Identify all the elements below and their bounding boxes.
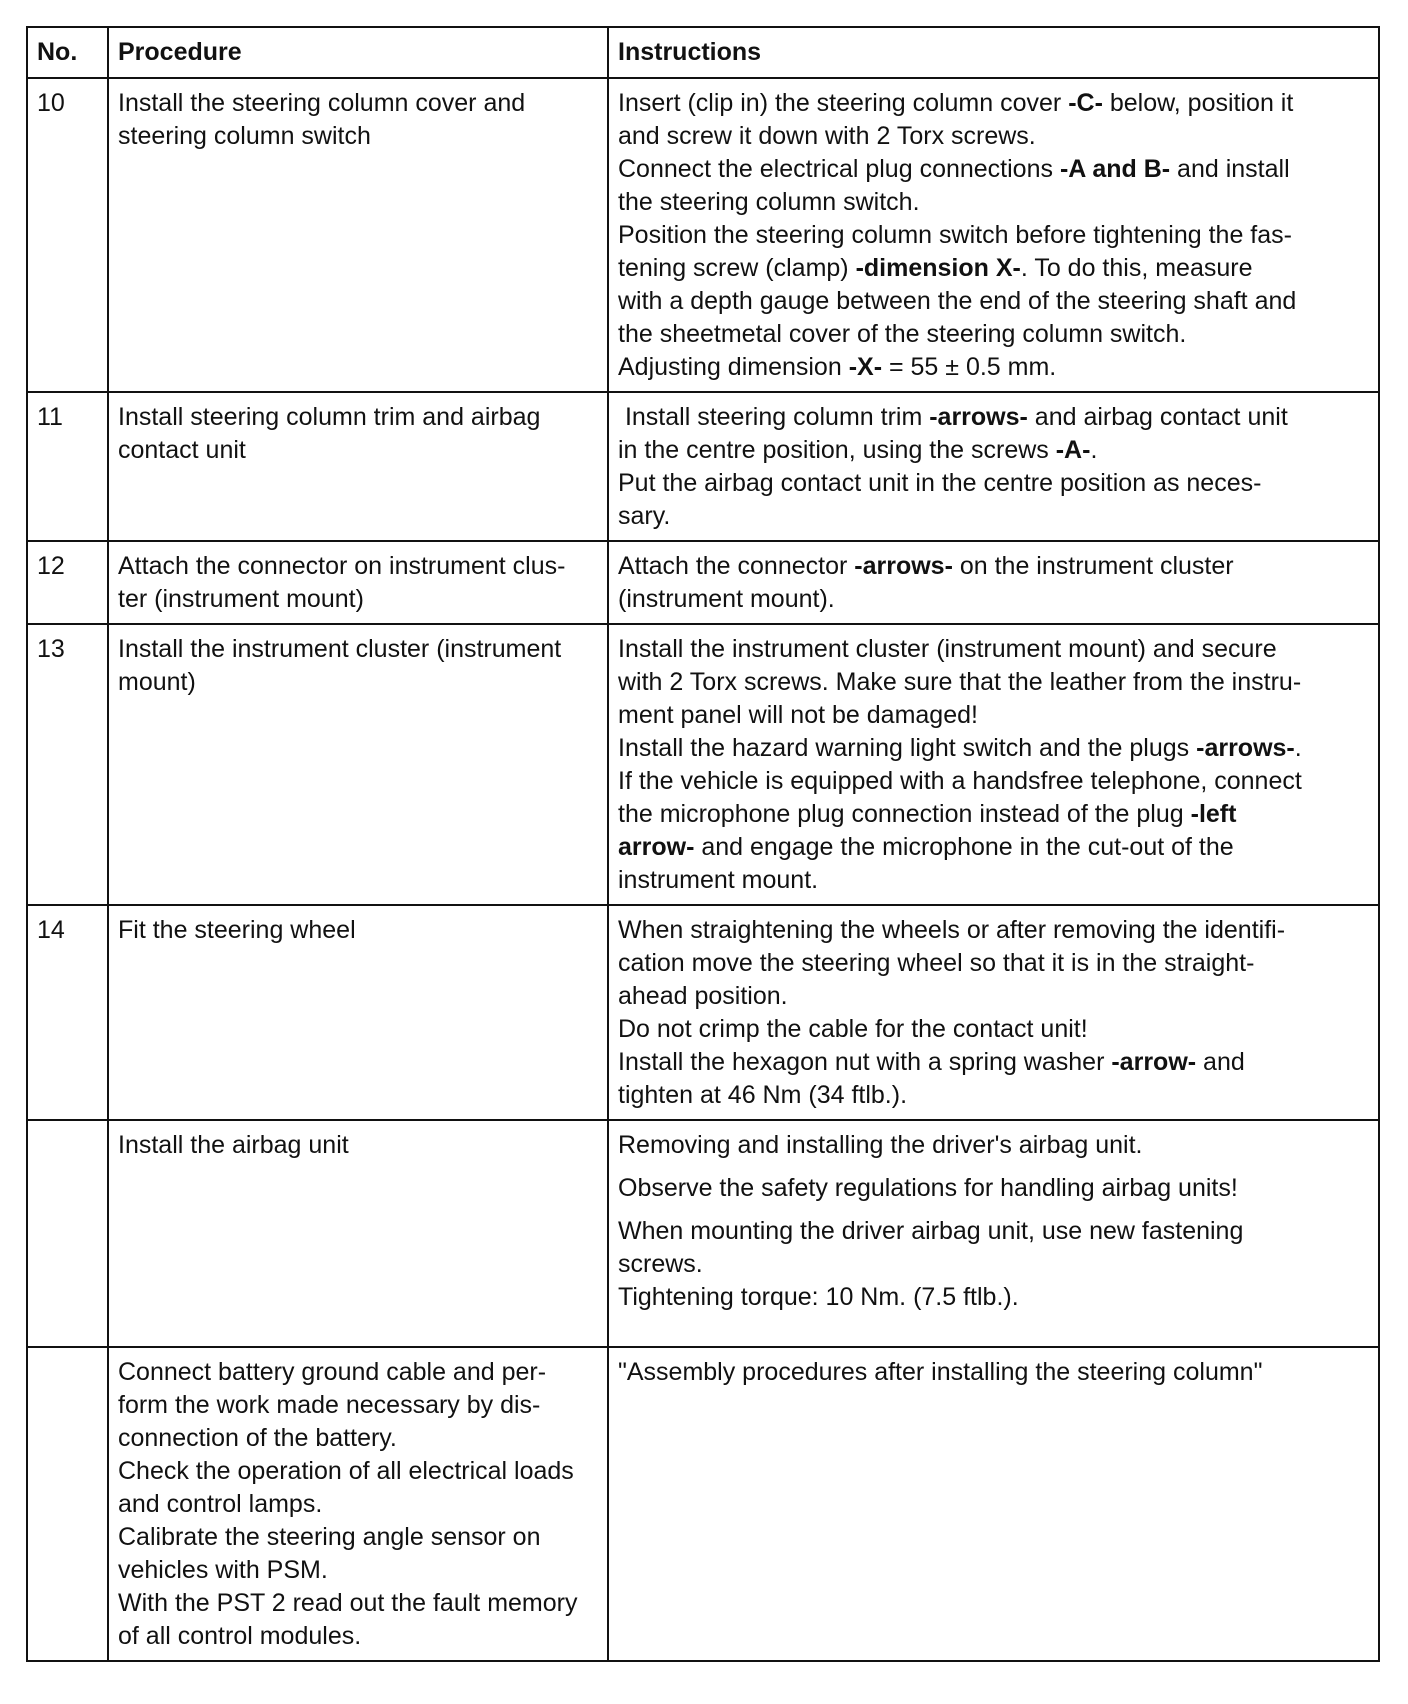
cell-instructions [608,78,1379,392]
procedure-line: Install the steering column cover and [118,89,526,117]
table-row [27,1120,1379,1347]
bold-reference: -dimension X- [855,254,1021,282]
instruction-text: When straightening the wheels or after removing the identifi- [618,916,1286,944]
cell-procedure [108,392,608,541]
instruction-line [618,1172,1369,1205]
instruction-line [618,351,1369,384]
procedure-line: connection of the battery. [118,1424,397,1452]
instruction-line [618,1356,1369,1389]
cell-instructions [608,1120,1379,1347]
instruction-text: on the instrument cluster [952,552,1234,580]
instruction-text: Insert (clip in) the steering column cover [618,89,1069,117]
instruction-line [618,1046,1369,1079]
instruction-line [618,467,1369,500]
table-row [27,1347,1379,1661]
instruction-line [618,1079,1369,1112]
instruction-line [618,831,1369,864]
instruction-text: tening screw (clamp) [618,254,856,282]
table-row [27,78,1379,392]
instruction-text: ahead position. [618,982,788,1010]
cell-procedure [108,1120,608,1347]
cell-instructions [608,905,1379,1120]
instruction-text: and screw it down with 2 Torx screws. [618,122,1036,150]
instruction-text: Install the instrument cluster (instrument mount) and secure [618,635,1277,663]
instruction-text: Removing and installing the driver's airbag unit. [618,1131,1143,1159]
instruction-text: Connect the electrical plug connections [618,155,1060,183]
procedure-line: Check the operation of all electrical loads [118,1457,574,1485]
instruction-line [618,1129,1369,1162]
cell-instructions [608,624,1379,905]
cell-no: 10 [27,78,108,392]
instruction-line [618,980,1369,1013]
instruction-line [618,1215,1369,1248]
table-row [27,624,1379,905]
instruction-line [618,219,1369,252]
instruction-text: the microphone plug connection instead of the plug [618,800,1191,828]
table-row [27,541,1379,624]
bold-reference: -arrows- [929,403,1028,431]
instruction-text: screws. [618,1250,703,1278]
instruction-text: If the vehicle is equipped with a handsfree telephone, connect [618,767,1302,795]
instruction-line [618,550,1369,583]
instruction-text: Install the hexagon nut with a spring washer [618,1048,1112,1076]
instruction-text: and install [1170,155,1290,183]
instruction-text: cation move the steering wheel so that it is in the straight- [618,949,1255,977]
instruction-line [618,318,1369,351]
instruction-line [618,1248,1369,1281]
instruction-line [618,434,1369,467]
table-row [27,392,1379,541]
procedure-line: Install steering column trim and airbag [118,403,541,431]
instruction-text: Observe the safety regulations for handling airbag units! [618,1174,1238,1202]
instruction-line [618,120,1369,153]
cell-no: 11 [27,392,108,541]
instruction-text: Tightening torque: 10 Nm. (7.5 ftlb.). [618,1283,1019,1311]
instruction-line [618,699,1369,732]
header-instructions: Instructions [608,27,1379,78]
instruction-text: instrument mount. [618,866,819,894]
procedure-line: mount) [118,668,196,696]
instruction-text: and airbag contact unit [1027,403,1288,431]
procedure-table [26,26,1380,1662]
cell-procedure [108,1347,608,1661]
bold-reference: -arrows- [854,552,953,580]
instruction-line [618,633,1369,666]
instruction-text: = 55 ± 0.5 mm. [882,353,1057,381]
table-header [27,27,1379,78]
procedure-line: and control lamps. [118,1490,323,1518]
bold-reference: -A- [1055,436,1091,464]
instruction-line [618,914,1369,947]
bold-reference: -A and B- [1059,155,1171,183]
instruction-text: . [1090,436,1098,464]
instruction-line [618,798,1369,831]
cell-procedure [108,541,608,624]
instruction-line [618,153,1369,186]
instruction-text: Adjusting dimension [618,353,849,381]
instruction-text: with a depth gauge between the end of the steering shaft and [618,287,1297,315]
cell-no: 12 [27,541,108,624]
procedure-line: contact unit [118,436,246,464]
cell-no [27,1120,108,1347]
bold-reference: -C- [1068,89,1103,117]
cell-no [27,1347,108,1661]
cell-procedure [108,624,608,905]
header-procedure: Procedure [108,27,608,78]
instruction-text: with 2 Torx screws. Make sure that the leather from the instru- [618,668,1302,696]
instruction-text: tighten at 46 Nm (34 ftlb.). [618,1081,908,1109]
cell-instructions [608,541,1379,624]
instruction-text: and engage the microphone in the cut-out of the [694,833,1234,861]
cell-procedure [108,905,608,1120]
procedure-line: With the PST 2 read out the fault memory [118,1589,578,1617]
instruction-text: Do not crimp the cable for the contact unit! [618,1015,1088,1043]
cell-no: 14 [27,905,108,1120]
instruction-text: Install steering column trim [618,403,930,431]
instruction-line [618,186,1369,219]
bold-reference: -arrow- [1111,1048,1197,1076]
instruction-text: below, position it [1102,89,1294,117]
instruction-text: the steering column switch. [618,188,920,216]
instruction-text: Position the steering column switch before tightening the fas- [618,221,1292,249]
instruction-line [618,765,1369,798]
procedure-line: steering column switch [118,122,371,150]
instruction-text: Attach the connector [618,552,855,580]
instruction-text: Install the hazard warning light switch and the plugs [618,734,1197,762]
instruction-text: (instrument mount). [618,585,835,613]
instruction-line [618,1013,1369,1046]
instruction-text: and [1196,1048,1245,1076]
instruction-text: Put the airbag contact unit in the centre position as neces- [618,469,1262,497]
instruction-line [618,864,1369,897]
instruction-line [618,947,1369,980]
cell-no: 13 [27,624,108,905]
instruction-text: ment panel will not be damaged! [618,701,978,729]
bold-reference: -X- [848,353,883,381]
procedure-line: Fit the steering wheel [118,916,356,944]
cell-procedure [108,78,608,392]
instruction-text: . [1294,734,1302,762]
procedure-line: Connect battery ground cable and per- [118,1358,547,1386]
procedure-line: form the work made necessary by dis- [118,1391,541,1419]
cell-instructions [608,392,1379,541]
table-row [27,905,1379,1120]
procedure-line: Install the instrument cluster (instrument [118,635,562,663]
cell-instructions [608,1347,1379,1661]
instruction-text: in the centre position, using the screws [618,436,1056,464]
bold-reference: -left [1190,800,1237,828]
header-row [27,27,1379,78]
bold-reference: arrow- [618,833,695,861]
header-no: No. [27,27,108,78]
bold-reference: -arrows- [1196,734,1295,762]
instruction-line [618,401,1369,434]
instruction-line [618,1281,1369,1314]
instruction-text: "Assembly procedures after installing the steering column" [618,1358,1263,1386]
instruction-text: the sheetmetal cover of the steering column switch. [618,320,1187,348]
instruction-line [618,285,1369,318]
procedure-line: Attach the connector on instrument clus- [118,552,566,580]
instruction-line [618,87,1369,120]
instruction-text: sary. [618,502,671,530]
procedure-line: of all control modules. [118,1622,362,1650]
instruction-line [618,500,1369,533]
instruction-line [618,732,1369,765]
table-body [27,78,1379,1661]
instruction-line [618,666,1369,699]
procedure-line: vehicles with PSM. [118,1556,328,1584]
procedure-line: Install the airbag unit [118,1131,349,1159]
instruction-line [618,252,1369,285]
instruction-text: When mounting the driver airbag unit, use new fastening [618,1217,1244,1245]
procedure-line: ter (instrument mount) [118,585,364,613]
procedure-line: Calibrate the steering angle sensor on [118,1523,541,1551]
instruction-line [618,583,1369,616]
instruction-text: . To do this, measure [1020,254,1253,282]
